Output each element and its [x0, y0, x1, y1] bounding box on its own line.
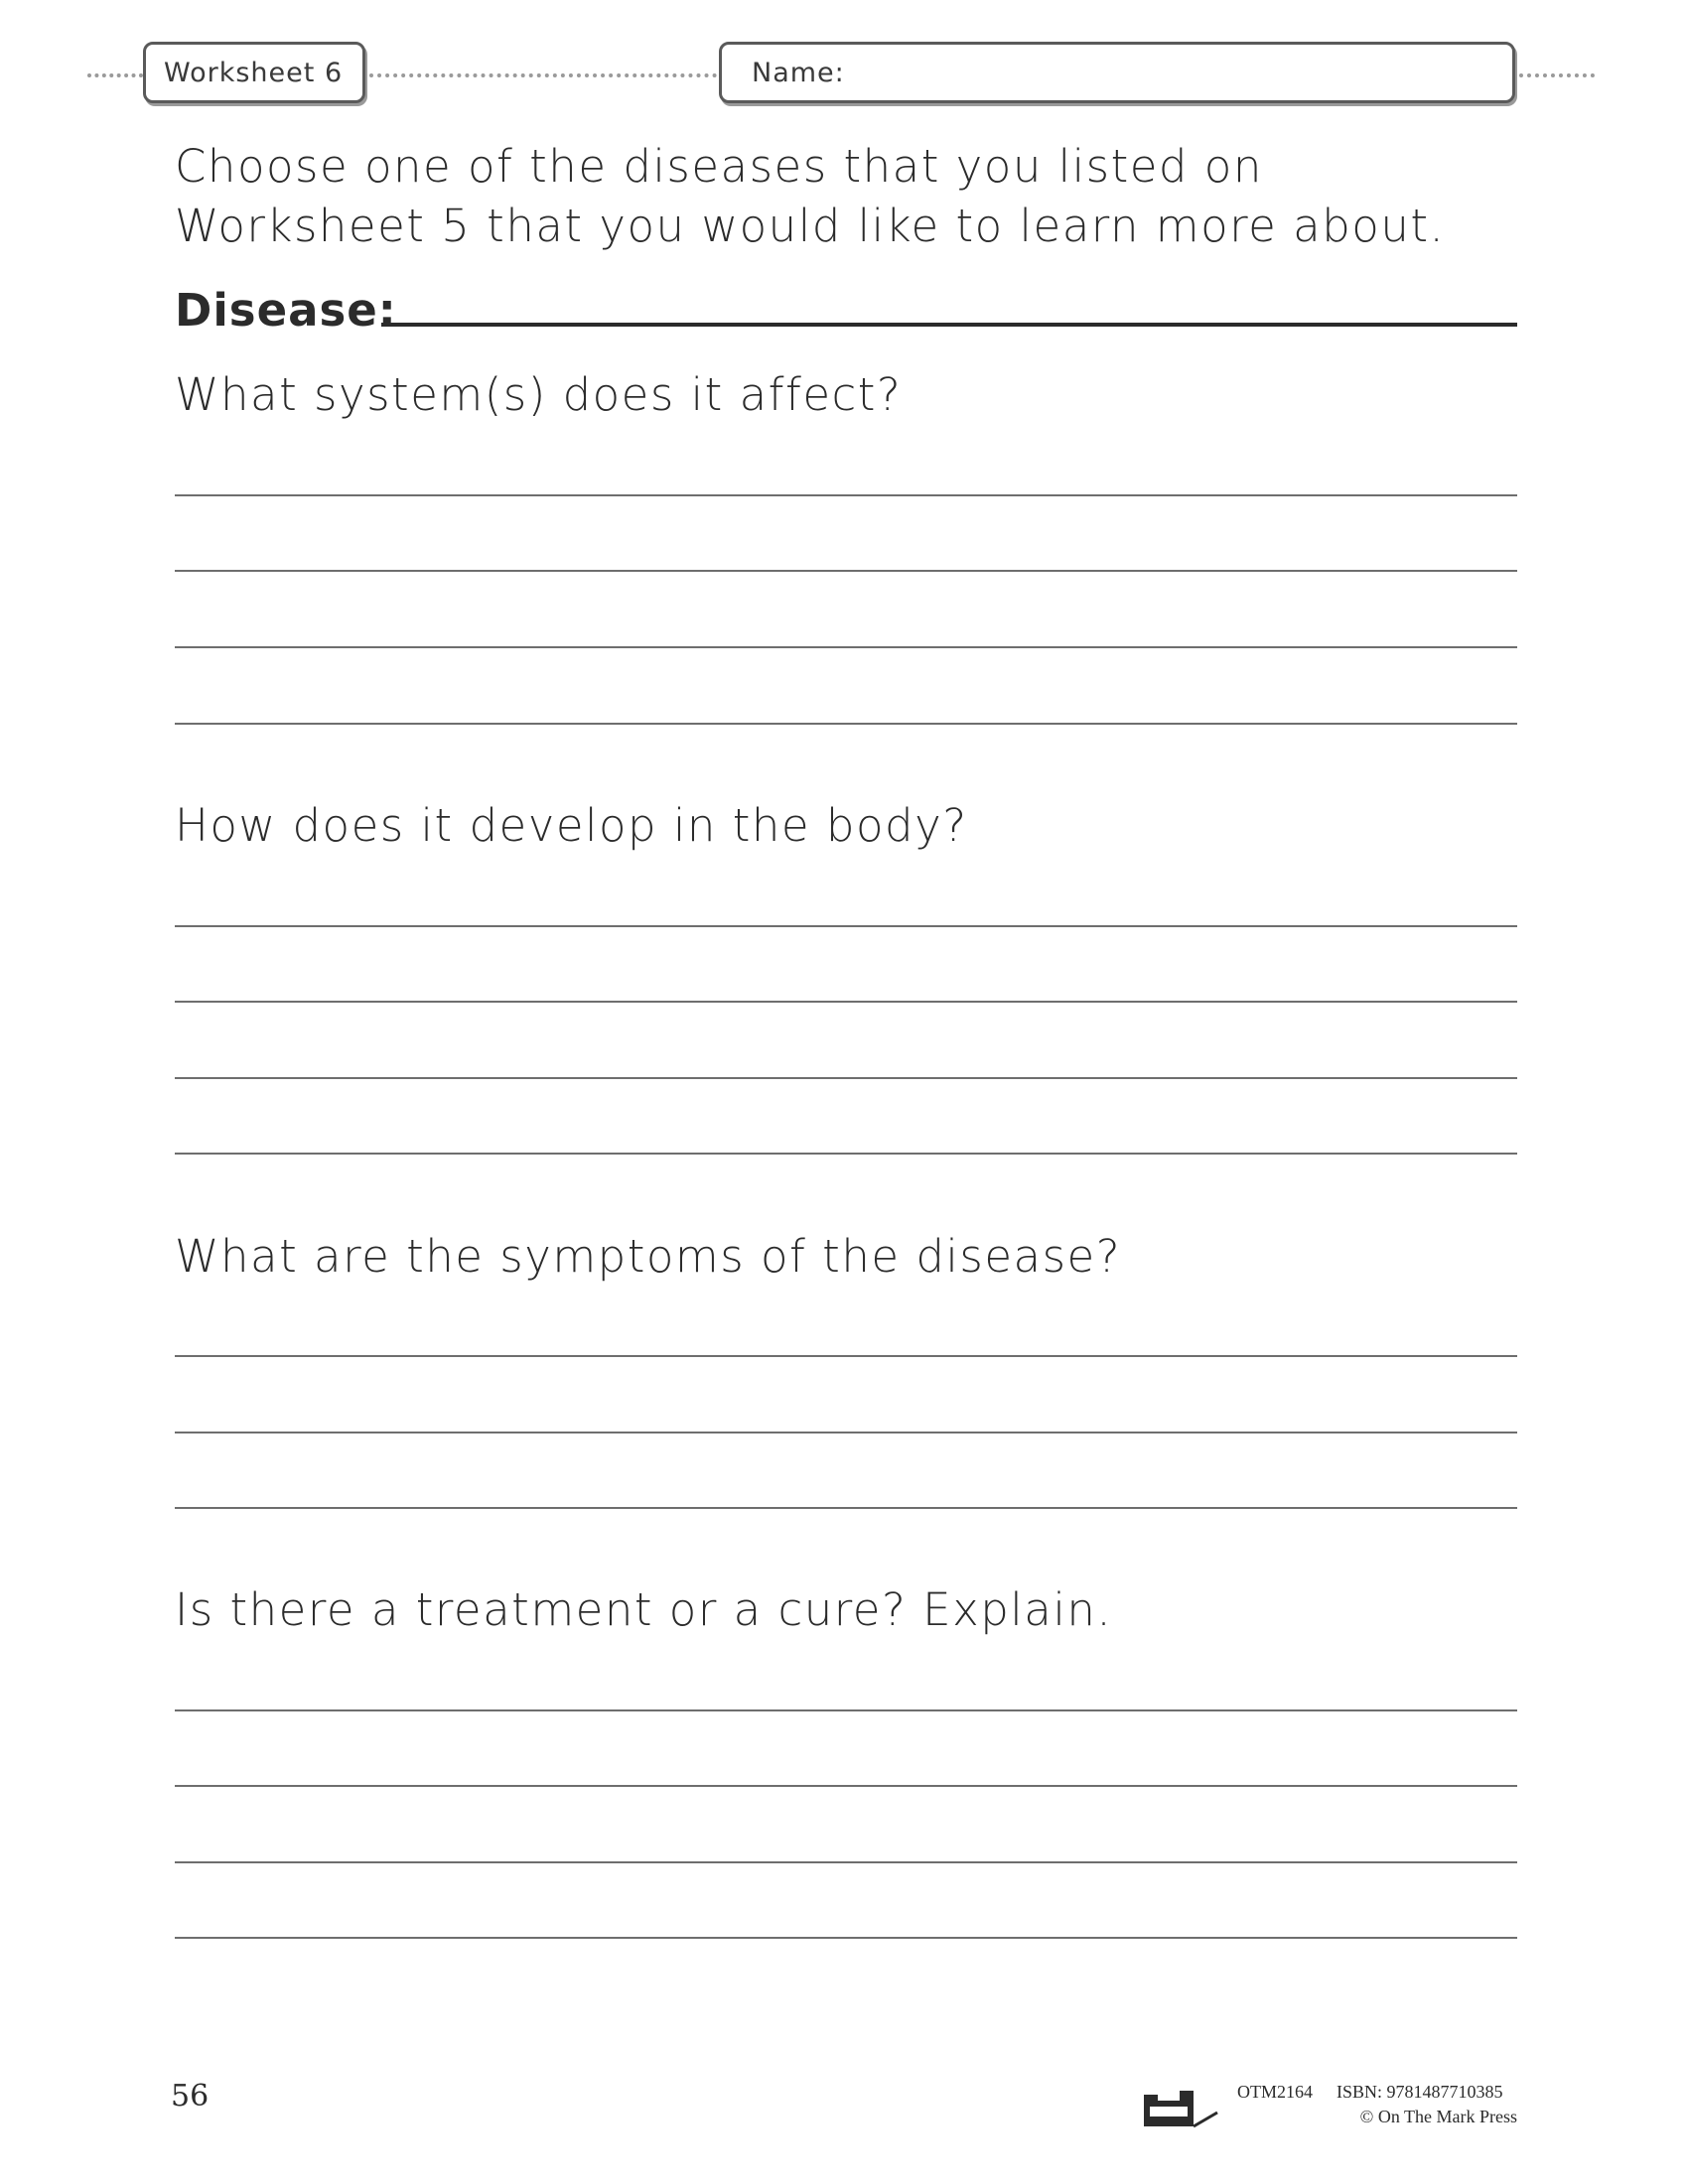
header-dotted-rule-left: [87, 73, 143, 77]
answer-line[interactable]: [175, 1507, 1517, 1509]
question-2: How does it develop in the body?: [175, 799, 968, 852]
isbn: ISBN: 9781487710385: [1336, 2082, 1503, 2102]
question-4: Is there a treatment or a cure? Explain.: [175, 1583, 1113, 1636]
answer-line[interactable]: [175, 1077, 1517, 1079]
answer-line[interactable]: [175, 1785, 1517, 1787]
page-number: 56: [171, 2079, 210, 2114]
answer-line[interactable]: [175, 1432, 1517, 1433]
answer-line[interactable]: [175, 1001, 1517, 1003]
answer-line[interactable]: [175, 494, 1517, 496]
question-3: What are the symptoms of the disease?: [175, 1230, 1122, 1283]
header-dotted-rule-right: [1519, 73, 1595, 77]
answer-line[interactable]: [175, 570, 1517, 572]
disease-label: Disease:: [175, 284, 397, 337]
answer-line[interactable]: [175, 1861, 1517, 1863]
worksheet-tab: [143, 42, 365, 103]
header-dotted-rule-middle: [369, 73, 717, 77]
answer-line[interactable]: [175, 1937, 1517, 1939]
answer-line[interactable]: [175, 925, 1517, 927]
name-label: Name:: [752, 57, 845, 88]
product-code: OTM2164: [1237, 2082, 1313, 2102]
answer-line[interactable]: [175, 723, 1517, 725]
name-field[interactable]: [719, 42, 1515, 103]
disease-answer-line[interactable]: [381, 323, 1517, 327]
answer-line[interactable]: [175, 1355, 1517, 1357]
answer-line[interactable]: [175, 646, 1517, 648]
press-logo-icon: [1142, 2087, 1221, 2130]
instructions-text: Choose one of the diseases that you listed on Worksheet 5 that you would like to learn more about.: [175, 140, 1446, 252]
answer-line[interactable]: [175, 1153, 1517, 1155]
worksheet-label: Worksheet 6: [164, 57, 344, 88]
question-1: What system(s) does it affect?: [175, 368, 903, 421]
copyright: © On The Mark Press: [1359, 2107, 1517, 2126]
answer-line[interactable]: [175, 1709, 1517, 1711]
